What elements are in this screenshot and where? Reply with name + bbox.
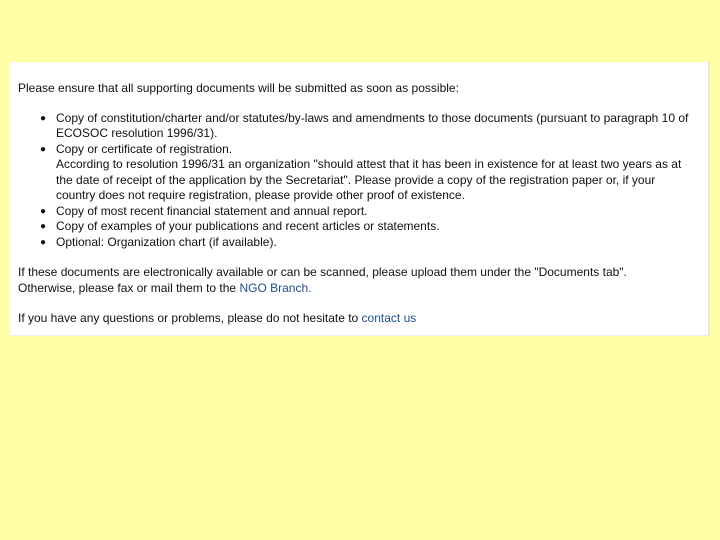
upload-note-line2: [18, 281, 698, 297]
required-documents-list: [18, 111, 696, 251]
upload-note-line1: If these documents are electronically available or can be scanned, please upload them under the "Documents tab".: [18, 265, 627, 279]
document-item-text: Optional: Organization chart (if available).: [56, 234, 277, 249]
document-item-text: Copy of constitution/charter and/or statutes/by-laws and amendments to those documents (pursuant to paragraph 10 of ECOSOC resolution 1996/31).: [56, 110, 689, 140]
contact-us-link[interactable]: contact us: [361, 311, 417, 325]
list-item: [40, 141, 696, 204]
list-item: [40, 110, 696, 142]
contact-note: [18, 311, 698, 327]
bullet-icon: ●: [40, 236, 47, 248]
bullet-icon: ●: [40, 143, 47, 155]
intro-text: Please ensure that all supporting documents will be submitted as soon as possible:: [18, 81, 459, 95]
bullet-icon: ●: [40, 221, 47, 232]
upload-note: [18, 265, 698, 296]
bullet-icon: ●: [40, 112, 47, 124]
list-item: [40, 203, 696, 220]
document-item-note: According to resolution 1996/31 an organization "should attest that it has been in existence for at least two years as at the date of receipt of the application by the Secretariat". Please provide a copy of the registration paper or, if your country does not require registration, please provide other proof of existence.: [56, 157, 682, 202]
ngo-branch-link[interactable]: NGO Branch.: [239, 280, 312, 295]
list-item: [40, 219, 696, 235]
upload-note-prefix: Otherwise, please fax or mail them to the: [18, 280, 240, 295]
document-item-text: Copy of most recent financial statement and annual report.: [56, 203, 368, 218]
document-item-text: Copy of examples of your publications and recent articles or statements.: [56, 219, 440, 233]
contact-note-prefix: If you have any questions or problems, please do not hesitate to: [18, 311, 362, 325]
list-item: [40, 234, 696, 251]
document-item-text: Copy or certificate of registration.: [56, 141, 233, 156]
instructions-panel: [10, 62, 710, 336]
bullet-icon: ●: [40, 205, 47, 217]
